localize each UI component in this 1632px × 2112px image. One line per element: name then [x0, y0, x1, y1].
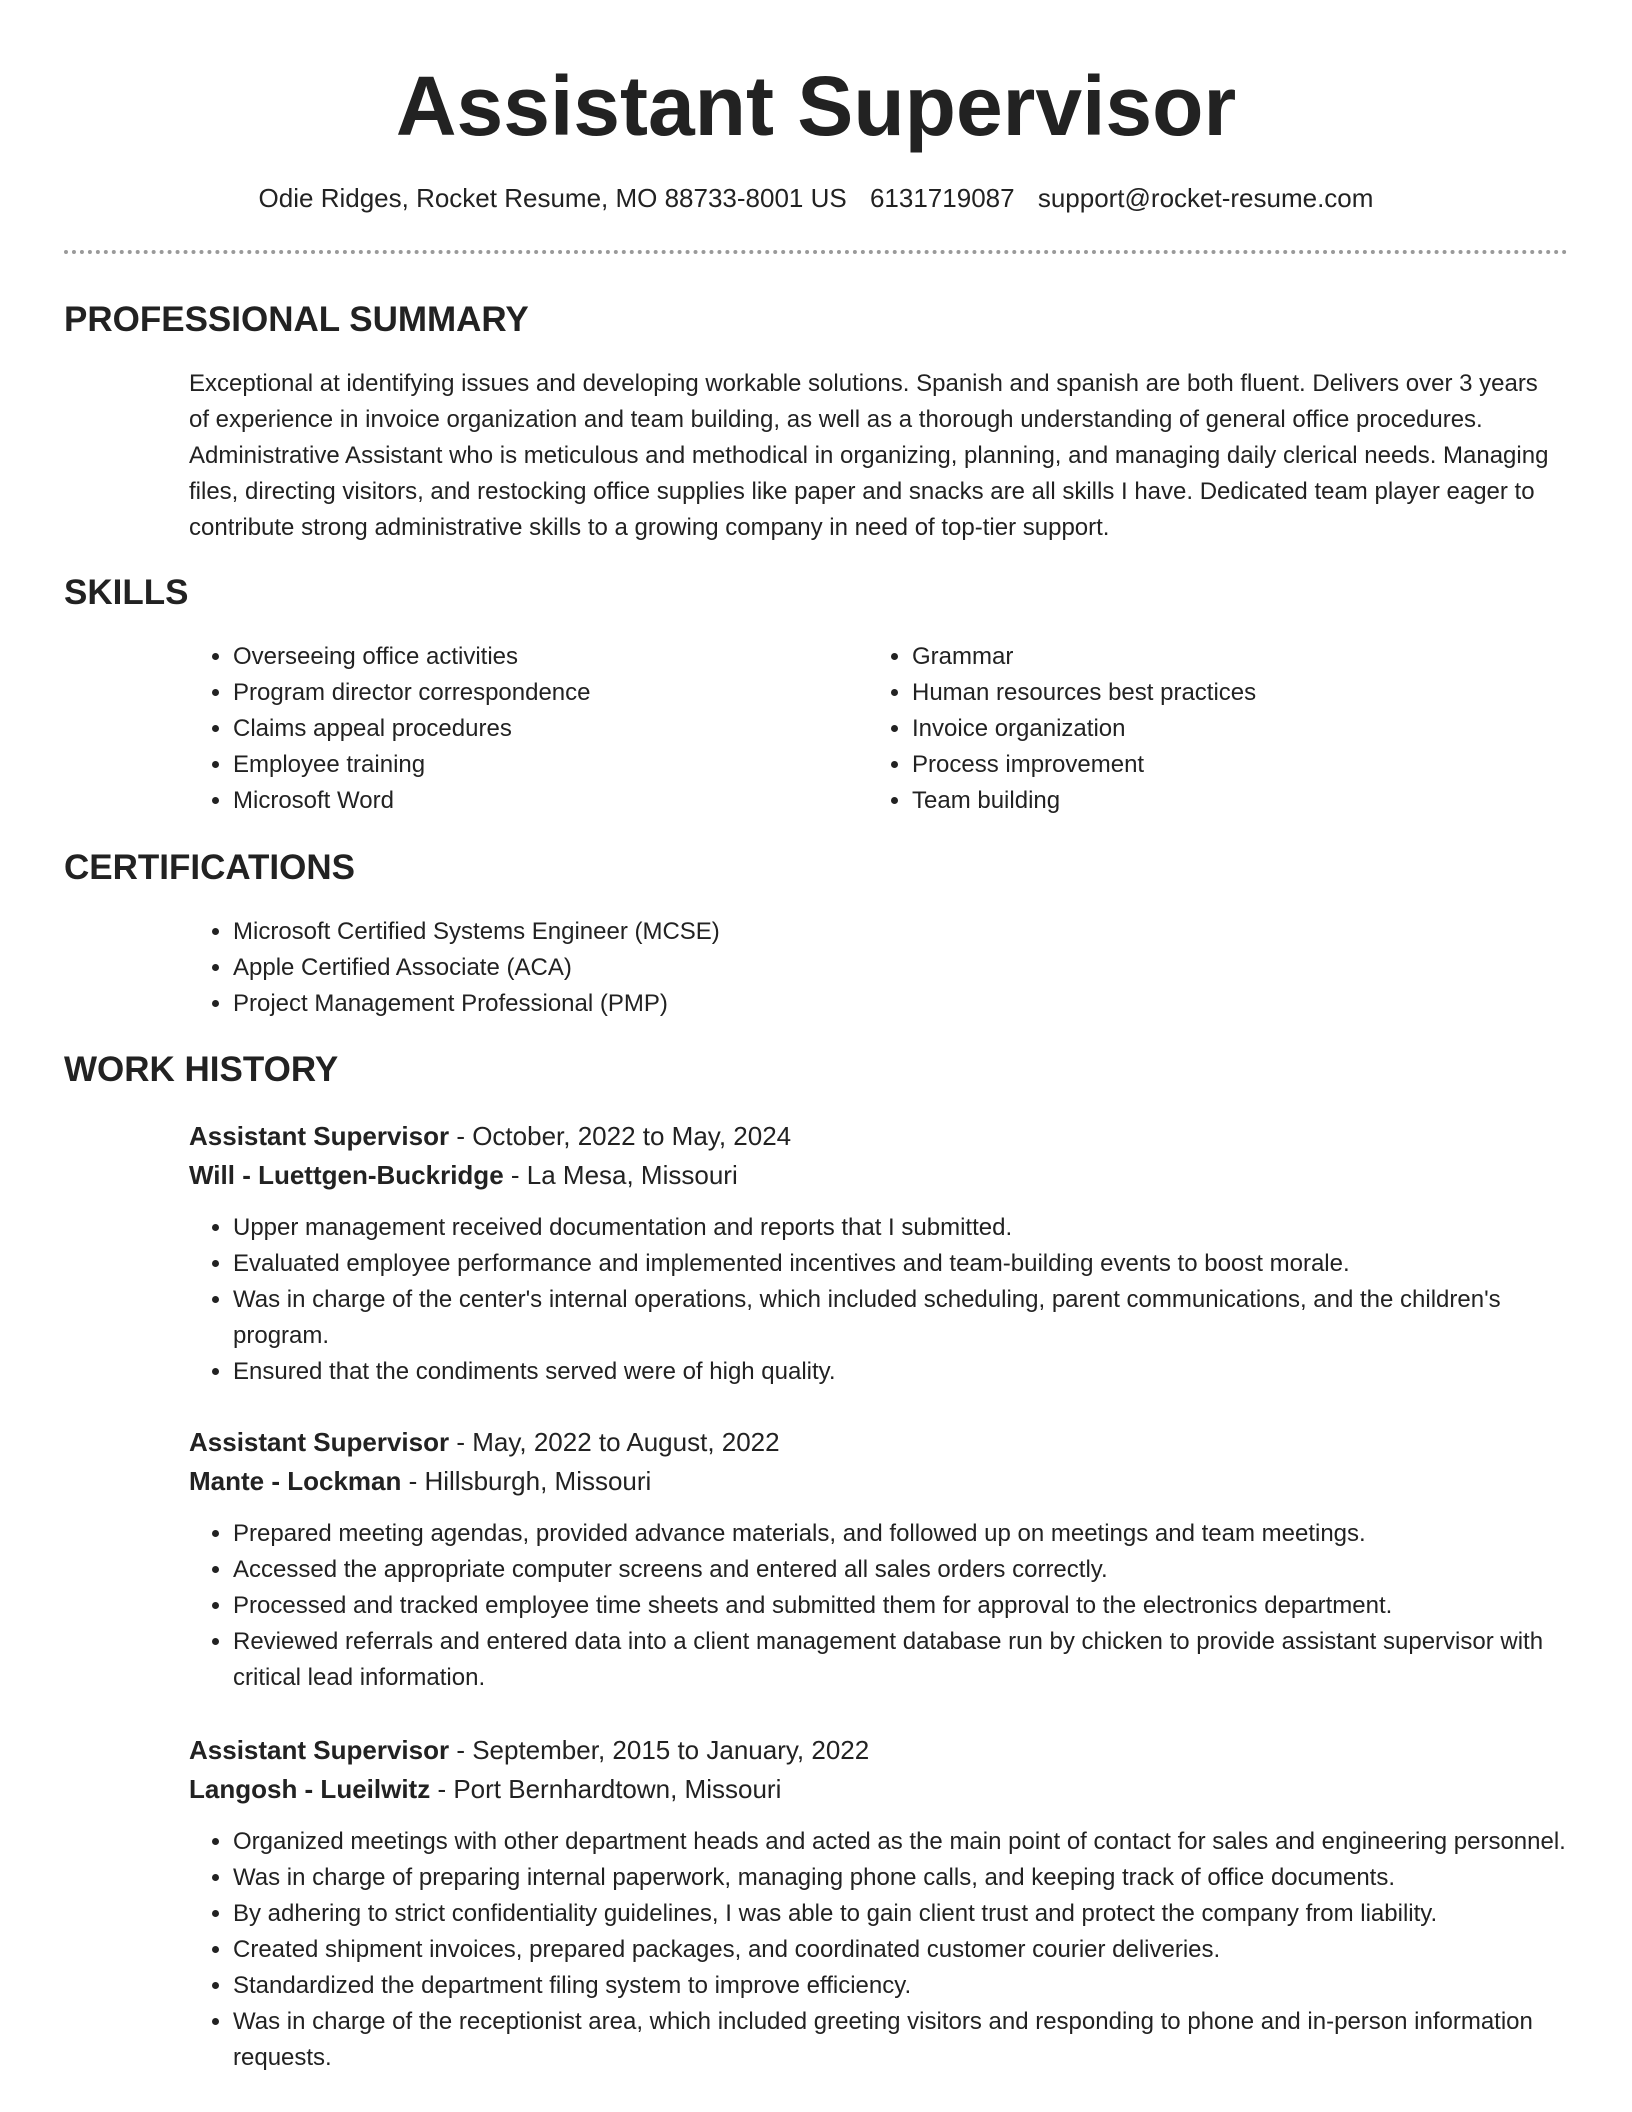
summary-heading: PROFESSIONAL SUMMARY — [64, 300, 529, 339]
certification-item: • Microsoft Certified Systems Engineer (MCSE) — [233, 914, 1389, 950]
job-company-line — [189, 1156, 1569, 1195]
job-bullets — [189, 1516, 1569, 1696]
job-title-line — [189, 1423, 1569, 1462]
job-location: - Port Bernhardtown, Missouri — [430, 1774, 782, 1804]
skill-item: • Grammar — [912, 639, 1508, 675]
job-location: - La Mesa, Missouri — [503, 1160, 738, 1190]
certification-item: • Project Management Professional (PMP) — [233, 986, 1389, 1022]
job-bullet: • By adhering to strict confidentiality guidelines, I was able to gain client trust and protect the company from liability. — [233, 1896, 1569, 1932]
certifications-list — [189, 914, 1389, 1022]
job-entry — [189, 1731, 1569, 2076]
contact-line — [0, 180, 1632, 216]
job-company: Mante - Lockman — [189, 1466, 402, 1496]
skills-column-left — [189, 639, 829, 819]
job-title-line — [189, 1117, 1569, 1156]
contact-phone[interactable]: 6131719087 — [869, 183, 1015, 213]
job-bullet: • Organized meetings with other department heads and acted as the main point of contact for sales and engineering personnel. — [233, 1824, 1569, 1860]
skill-item: • Claims appeal procedures — [233, 711, 829, 747]
summary-text: Exceptional at identifying issues and developing workable solutions. Spanish and spanish are both fluent. Delivers over 3 years of experience in invoice organization and team building, as well as a thorough understanding of general office procedures. Administrative Assistant who is meticulous and methodical in organizing, planning, and managing daily clerical needs. Managing files, directing visitors, and restocking office supplies like paper and snacks are all skills I have. Dedicated team player eager to contribute strong administrative skills to a growing company in need of top-tier support. — [189, 370, 1549, 541]
job-title-line — [189, 1731, 1569, 1770]
job-bullet: • Accessed the appropriate computer screens and entered all sales orders correctly. — [233, 1552, 1569, 1588]
header-divider — [64, 250, 1568, 254]
job-bullets — [189, 1210, 1569, 1390]
job-bullet: • Was in charge of the receptionist area, which included greeting visitors and responding to phone and in-person information requests. — [233, 2004, 1569, 2076]
certifications-heading: CERTIFICATIONS — [64, 848, 356, 887]
job-bullet: • Created shipment invoices, prepared packages, and coordinated customer courier deliveries. — [233, 1932, 1569, 1968]
skill-item: • Invoice organization — [912, 711, 1508, 747]
skill-item: • Program director correspondence — [233, 675, 829, 711]
certification-item: • Apple Certified Associate (ACA) — [233, 950, 1389, 986]
job-dates: - September, 2015 to January, 2022 — [449, 1735, 870, 1765]
skill-item: • Team building — [912, 783, 1508, 819]
job-bullet: • Ensured that the condiments served were of high quality. — [233, 1354, 1569, 1390]
job-bullet: • Standardized the department filing system to improve efficiency. — [233, 1968, 1569, 2004]
job-entry — [189, 1117, 1569, 1390]
skill-item: • Human resources best practices — [912, 675, 1508, 711]
job-title: Assistant Supervisor — [189, 1121, 450, 1151]
job-bullets — [189, 1824, 1569, 2076]
job-bullet: • Was in charge of the center's internal operations, which included scheduling, parent communications, and the children's program. — [233, 1282, 1569, 1354]
skills-heading: SKILLS — [64, 573, 189, 612]
skill-item: • Employee training — [233, 747, 829, 783]
job-bullet: • Upper management received documentation and reports that I submitted. — [233, 1210, 1569, 1246]
job-dates: - October, 2022 to May, 2024 — [449, 1121, 792, 1151]
skills-column-right — [868, 639, 1508, 819]
job-location: - Hillsburgh, Missouri — [401, 1466, 652, 1496]
job-company-line — [189, 1462, 1569, 1501]
job-bullet: • Was in charge of preparing internal paperwork, managing phone calls, and keeping track of office documents. — [233, 1860, 1569, 1896]
contact-email[interactable]: support@rocket-resume.com — [1037, 183, 1374, 213]
resume-title: Assistant Supervisor — [395, 59, 1237, 153]
job-title: Assistant Supervisor — [189, 1735, 450, 1765]
skill-item: • Process improvement — [912, 747, 1508, 783]
skill-item: • Overseeing office activities — [233, 639, 829, 675]
skill-item: • Microsoft Word — [233, 783, 829, 819]
contact-address: Odie Ridges, Rocket Resume, MO 88733-8001 US — [258, 183, 847, 213]
skills-list-right — [868, 639, 1508, 819]
job-bullet: • Reviewed referrals and entered data into a client management database run by chicken to provide assistant supervisor with critical lead information. — [233, 1624, 1569, 1696]
job-bullet: • Prepared meeting agendas, provided advance materials, and followed up on meetings and team meetings. — [233, 1516, 1569, 1552]
job-company: Langosh - Lueilwitz — [189, 1774, 431, 1804]
job-company: Will - Luettgen-Buckridge — [189, 1160, 504, 1190]
skills-list-left — [189, 639, 829, 819]
job-title: Assistant Supervisor — [189, 1427, 450, 1457]
job-dates: - May, 2022 to August, 2022 — [449, 1427, 780, 1457]
job-company-line — [189, 1770, 1569, 1809]
job-bullet: • Processed and tracked employee time sheets and submitted them for approval to the electronics department. — [233, 1588, 1569, 1624]
job-bullet: • Evaluated employee performance and implemented incentives and team-building events to boost morale. — [233, 1246, 1569, 1282]
certifications-block — [189, 914, 1389, 1022]
work-history-heading: WORK HISTORY — [64, 1050, 339, 1089]
job-entry — [189, 1423, 1569, 1696]
